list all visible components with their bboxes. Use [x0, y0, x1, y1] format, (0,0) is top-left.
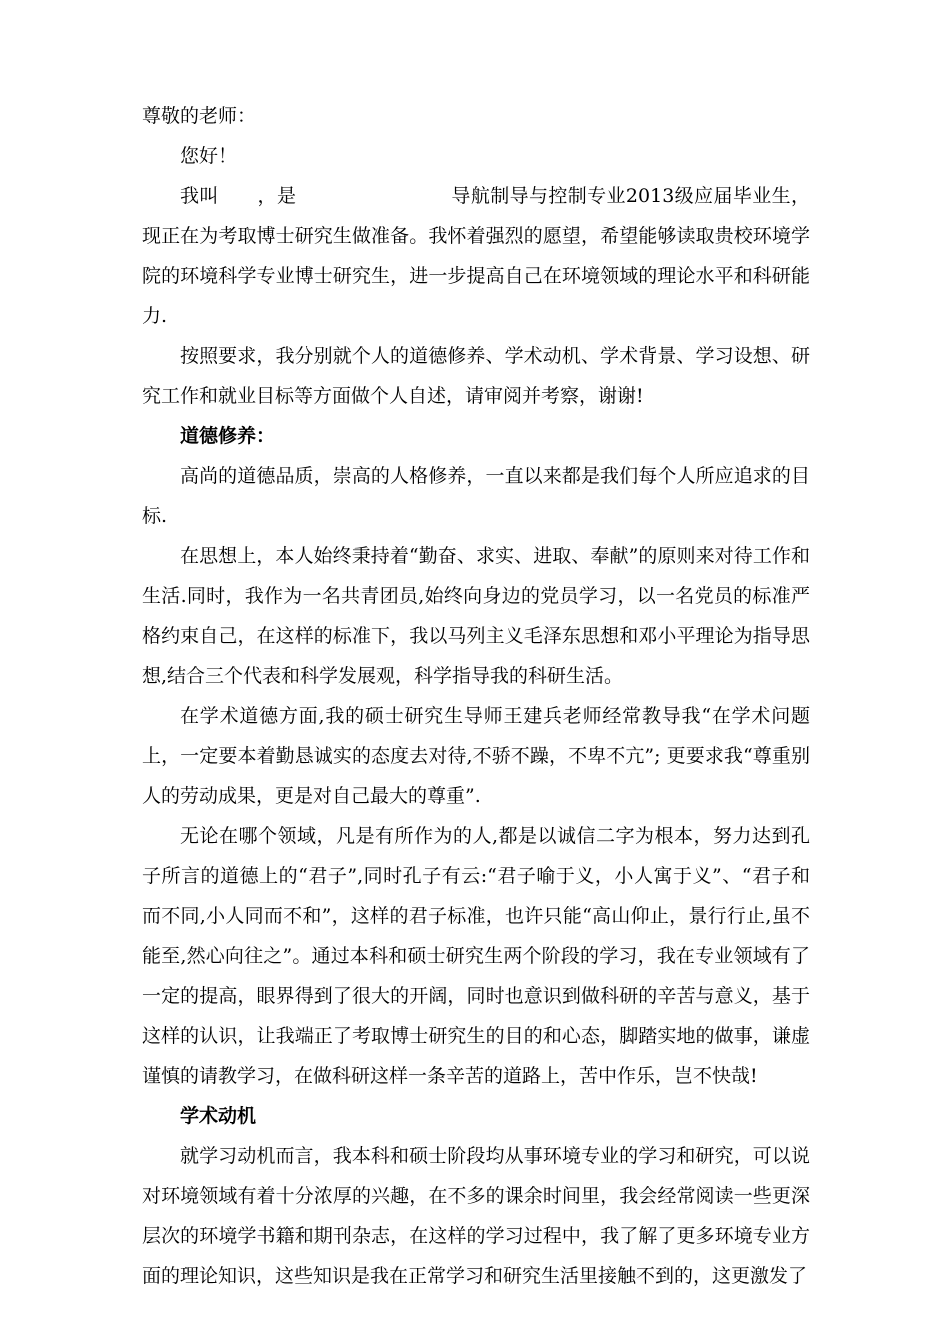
- moral-paragraph-4: 无论在哪个领域，凡是有所作为的人,都是以诚信二字为根本，努力达到孔子所言的道德上的“君子”,同时孔子有云:“君子喻于义，小人寓于义”、“君子和而不同,小人同而不和”，这样的君子标准，也许只能“高山仰止，景行行止,虽不能至,然心向往之”。通过本科和硕士研究生两个阶段的学习，我在专业领域有了一定的提高，眼界得到了很大的开阔，同时也意识到做科研的辛苦与意义，基于这样的认识，让我端正了考取博士研究生的目的和心态，脚踏实地的做事，谦虚谨慎的请教学习，在做科研这样一条辛苦的道路上，苦中作乐，岂不快哉!: [142, 825, 810, 1087]
- request-paragraph: 按照要求，我分别就个人的道德修养、学术动机、学术背景、学习设想、研究工作和就业目标等方面做个人自述，请审阅并考察，谢谢!: [142, 345, 810, 407]
- greeting: 您好！: [180, 145, 238, 167]
- section-heading-moral: 道德修养：: [180, 425, 276, 447]
- intro-paragraph: 我叫 ，是 导航制导与控制专业2013级应届毕业生，现正在为考取博士研究生做准备。我怀着强烈的愿望，希望能够读取贵校环境学院的环境科学专业博士研究生，进一步提高自己在环境领域的理论水平和科研能力.: [142, 185, 810, 327]
- letter-body: [142, 96, 810, 1296]
- section-heading-motivation: 学术动机: [180, 1105, 257, 1127]
- moral-paragraph-2: 在思想上，本人始终秉持着“勤奋、求实、进取、奉献”的原则来对待工作和生活.同时，我作为一名共青团员,始终向身边的党员学习，以一名党员的标准严格约束自己，在这样的标准下，我以马列主义毛泽东思想和邓小平理论为指导思想,结合三个代表和科学发展观，科学指导我的科研生活。: [142, 545, 810, 687]
- moral-paragraph-1: 高尚的道德品质，崇高的人格修养，一直以来都是我们每个人所应追求的目标.: [142, 465, 810, 527]
- moral-paragraph-3: 在学术道德方面,我的硕士研究生导师王建兵老师经常教导我“在学术问题上，一定要本着勤恳诚实的态度去对待,不骄不躁，不卑不亢”; 更要求我“尊重别人的劳动成果，更是对自己最大的尊重”.: [142, 705, 810, 807]
- motivation-paragraph-1: 就学习动机而言，我本科和硕士阶段均从事环境专业的学习和研究，可以说对环境领域有着十分浓厚的兴趣，在不多的课余时间里，我会经常阅读一些更深层次的环境学书籍和期刊杂志，在这样的学习过程中，我了解了更多环境专业方面的理论知识，这些知识是我在正常学习和研究生活里接触不到的，这更激发了: [142, 1145, 810, 1287]
- salutation: 尊敬的老师：: [142, 105, 257, 127]
